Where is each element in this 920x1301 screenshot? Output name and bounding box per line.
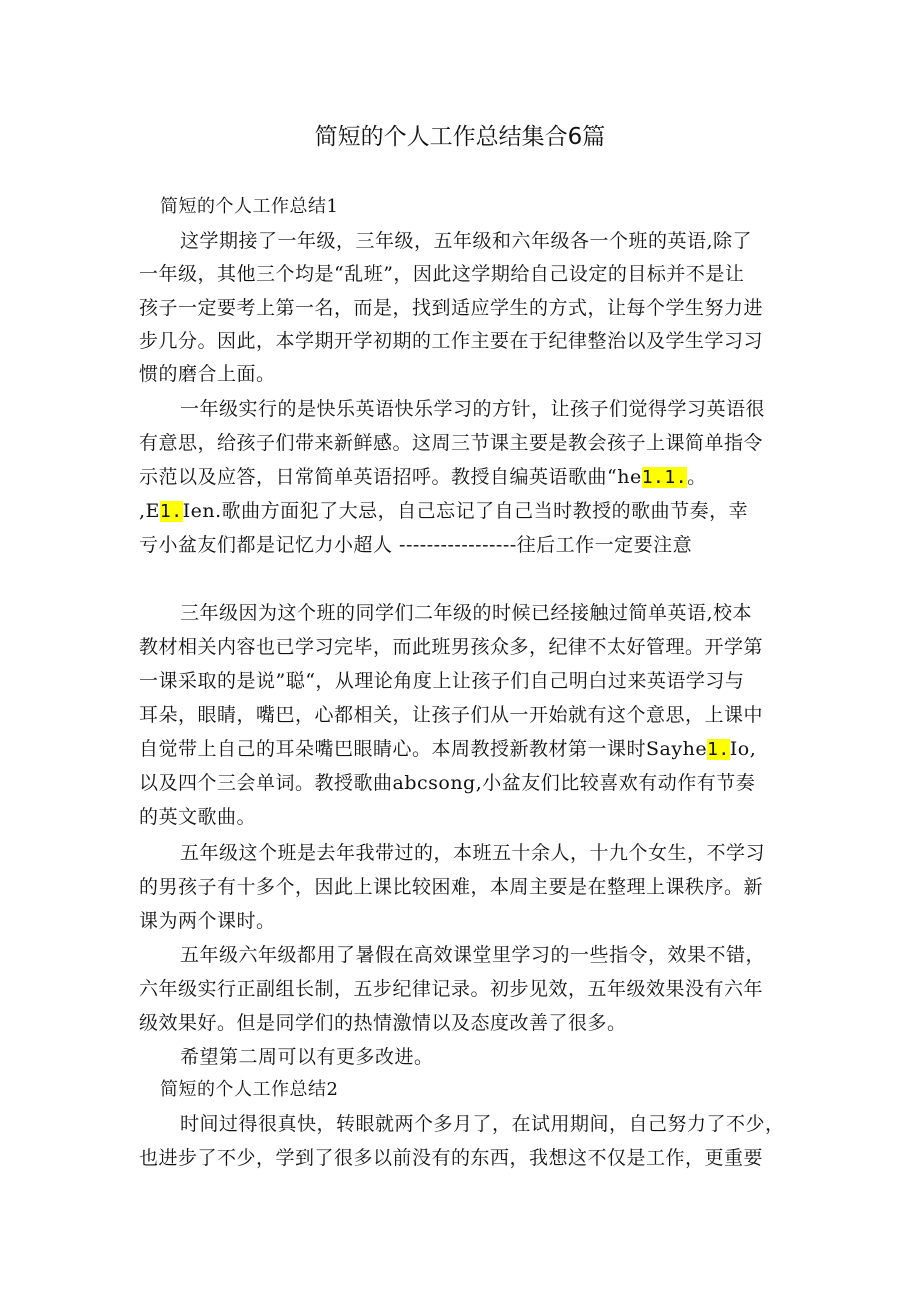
paragraph-line: 这学期接了一年级，三年级，五年级和六年级各一个班的英语,除了: [180, 230, 753, 252]
section-heading-1: 简短的个人工作总结1: [160, 196, 339, 217]
paragraph-line: 希望第二周可以有更多改进。: [180, 1046, 434, 1068]
paragraph-line: 的男孩子有十多个，因此上课比较困难，本周主要是在整理上课秩序。新: [139, 876, 764, 898]
paragraph-line: 孩子一定要考上第一名，而是，找到适应学生的方式，让每个学生努力进: [139, 297, 764, 319]
paragraph-line: 时间过得很真快，转眼就两个多月了，在试用期间，自己努力了不少，: [180, 1113, 785, 1135]
line-text: Ien.歌曲方面犯了大忌，自己忘记了自己当时教授的歌曲节奏，幸: [182, 500, 749, 522]
paragraph-line: 课为两个课时。: [139, 910, 276, 932]
paragraph-line: 六年级实行正副组长制，五步纪律记录。初步见效，五年级效果没有六年: [139, 978, 764, 1000]
paragraph-line: 有意思，给孩子们带来新鲜感。这周三节课主要是教会孩子上课简单指令: [139, 432, 764, 454]
paragraph-line: [139, 495, 784, 528]
line-text: Io,: [729, 738, 757, 760]
paragraph-line: 级效果好。但是同学们的热情激情以及态度改善了很多。: [139, 1012, 627, 1034]
paragraph-line: 惯的磨合上面。: [139, 363, 276, 385]
document-title: 简短的个人工作总结集合6篇: [314, 124, 606, 150]
paragraph-line: 也进步了不少，学到了很多以前没有的东西，我想这不仅是工作，更重要: [139, 1147, 764, 1169]
highlighted-text: 1.: [707, 739, 730, 760]
paragraph-line: 五年级这个班是去年我带过的，本班五十余人，十九个女生，不学习: [180, 842, 766, 864]
paragraph-line: 步几分。因此，本学期开学初期的工作主要在于纪律整治以及学生学习习: [139, 330, 764, 352]
paragraph-line: 三年级因为这个班的同学们二年级的时候已经接触过简单英语,校本: [180, 602, 753, 624]
paragraph-line: 五年级六年级都用了暑假在高效课堂里学习的一些指令，效果不错，: [180, 944, 766, 966]
paragraph-line: [139, 733, 784, 766]
section-heading-2: 简短的个人工作总结2: [160, 1079, 339, 1100]
paragraph-line: 一年级实行的是快乐英语快乐学习的方针，让孩子们觉得学习英语很: [180, 398, 766, 420]
line-text: 。: [687, 466, 707, 488]
paragraph-line: [139, 461, 784, 494]
paragraph-line: 一课采取的是说”聪“，从理论角度上让孩子们自己明白过来英语学习与: [139, 670, 745, 692]
paragraph-line: 耳朵，眼睛，嘴巴，心都相关，让孩子们从一开始就有这个意思，上课中: [139, 704, 764, 726]
highlighted-text: 1.1.: [641, 467, 688, 488]
line-text: 自觉带上自己的耳朵嘴巴眼睛心。本周教授新教材第一课时Sayhe: [139, 738, 708, 760]
paragraph-line: 亏小盆友们都是记忆力小超人 -----------------往后工作一定要注意: [139, 534, 693, 556]
line-text: ,E: [139, 500, 160, 522]
paragraph-line: 一年级，其他三个均是“乱班”，因此这学期给自己设定的目标并不是让: [139, 263, 745, 285]
highlighted-text: 1.: [159, 501, 183, 522]
paragraph-line: 教材相关内容也已学习完毕，而此班男孩众多，纪律不太好管理。开学第: [139, 636, 764, 658]
paragraph-line: 的英文歌曲。: [139, 806, 257, 828]
paragraph-line: 以及四个三会单词。教授歌曲abcsong,小盆友们比较喜欢有动作有节奏: [139, 772, 756, 794]
line-text: 示范以及应答，日常简单英语招呼。教授自编英语歌曲“he: [139, 466, 642, 488]
